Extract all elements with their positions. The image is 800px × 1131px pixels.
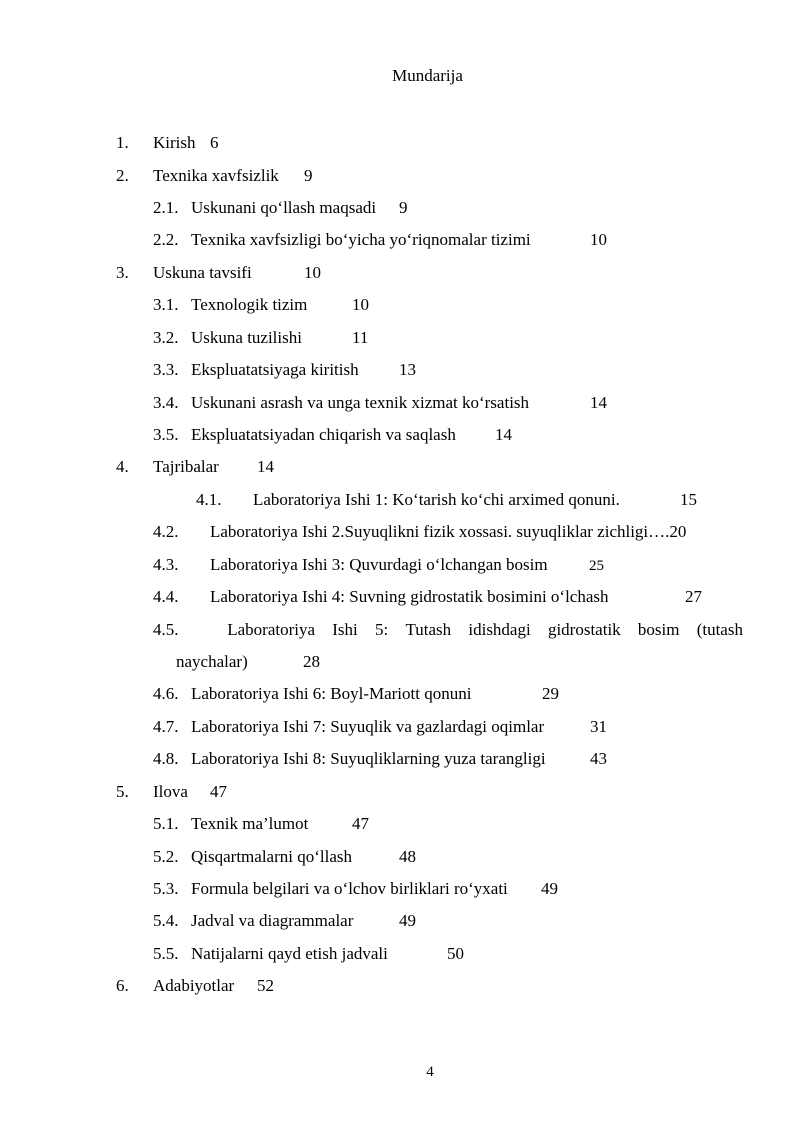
toc-number: 3.	[116, 263, 129, 282]
toc-page: 31	[590, 717, 607, 736]
toc-page: 25	[589, 558, 604, 574]
toc-number: 3.5.	[153, 425, 179, 444]
toc-text: Adabiyotlar	[153, 976, 235, 995]
toc-page: 9	[399, 198, 408, 217]
toc-page: 9	[304, 166, 313, 185]
toc-word: Tutash	[405, 620, 452, 639]
toc-text: Uskuna tavsifi	[153, 263, 252, 282]
toc-text: Texnika xavfsizligi bo‘yicha yo‘riqnomalar tizimi	[191, 230, 531, 249]
toc-number: 1.	[116, 133, 129, 152]
toc-text: naychalar)	[176, 652, 248, 671]
toc-page: 49	[399, 911, 416, 930]
toc-text: Ilova	[153, 782, 188, 801]
toc-page: 43	[590, 749, 607, 768]
toc-page: 13	[399, 360, 416, 379]
toc-number: 5.4.	[153, 911, 179, 930]
toc-number: 4.6.	[153, 684, 179, 703]
toc-text: Texnika xavfsizlik	[153, 166, 279, 185]
toc-text: Uskunani asrash va unga texnik xizmat ko‘rsatish	[191, 393, 530, 412]
toc-number: 4.3.	[153, 555, 179, 574]
toc-number: 4.8.	[153, 749, 179, 768]
toc-text: Laboratoriya Ishi 4: Suvning gidrostatik bosimini o‘lchash	[210, 587, 609, 606]
toc-number: 3.2.	[153, 328, 179, 347]
toc-text: Laboratoriya Ishi 2.Suyuqlikni fizik xossasi. suyuqliklar zichligi….20	[210, 522, 687, 541]
toc-number: 5.2.	[153, 847, 179, 866]
page-title: Mundarija	[392, 66, 463, 85]
toc-number: 4.2.	[153, 522, 179, 541]
toc-page: 10	[304, 263, 321, 282]
toc-page: 11	[352, 328, 369, 347]
toc-text: Natijalarni qayd etish jadvali	[191, 944, 388, 963]
toc-word: gidrostatik	[547, 620, 621, 639]
toc-text: Uskunani qo‘llash maqsadi	[191, 198, 377, 217]
toc-page: 48	[399, 847, 416, 866]
toc-number: 3.4.	[153, 393, 179, 412]
toc-text: Laboratoriya Ishi 8: Suyuqliklarning yuza tarangligi	[191, 749, 546, 768]
toc-page: 14	[495, 425, 512, 444]
toc-page: 15	[680, 490, 697, 509]
toc-text: Kirish	[153, 133, 196, 152]
toc-page: 49	[541, 879, 558, 898]
toc-number: 6.	[116, 976, 129, 995]
toc-page: 10	[352, 295, 369, 314]
toc-word: Ishi	[332, 620, 358, 639]
toc-page: 28	[303, 652, 320, 671]
toc-number: 5.1.	[153, 814, 179, 833]
toc-page: 47	[210, 782, 227, 801]
toc-word: Laboratoriya	[227, 620, 316, 639]
toc-text: Laboratoriya Ishi 1: Ko‘tarish ko‘chi arximed qonuni.	[253, 490, 620, 509]
toc-number: 2.2.	[153, 230, 179, 249]
toc-text: Laboratoriya Ishi 6: Boyl-Mariott qonuni	[191, 684, 472, 703]
toc-page: 50	[447, 944, 464, 963]
toc-text: Laboratoriya Ishi 7: Suyuqlik va gazlardagi oqimlar	[191, 717, 545, 736]
toc-page: 6	[210, 133, 219, 152]
toc-number: 2.1.	[153, 198, 179, 217]
toc-text: Uskuna tuzilishi	[191, 328, 302, 347]
toc-number: 4.4.	[153, 587, 179, 606]
toc-text: Qisqartmalarni qo‘llash	[191, 847, 352, 866]
toc-number: 3.1.	[153, 295, 179, 314]
toc-page: 14	[590, 393, 607, 412]
toc-page: 47	[352, 814, 369, 833]
toc-text: Texnik ma’lumot	[191, 814, 309, 833]
page-number: 4	[426, 1064, 434, 1080]
toc-number: 5.3.	[153, 879, 179, 898]
toc-page: 29	[542, 684, 559, 703]
toc-word: idishdagi	[468, 620, 531, 639]
toc-number: 2.	[116, 166, 129, 185]
toc-text: Laboratoriya Ishi 3: Quvurdagi o‘lchangan bosim	[210, 555, 548, 574]
toc-number: 5.	[116, 782, 129, 801]
toc-number: 4.	[116, 457, 129, 476]
toc-number: 4.5.	[153, 620, 179, 639]
toc-entry-justified	[153, 619, 743, 641]
toc-number: 4.7.	[153, 717, 179, 736]
toc-word: 5:	[375, 620, 389, 639]
toc-text: Ekspluatatsiyaga kiritish	[191, 360, 359, 379]
toc-text: Texnologik tizim	[191, 295, 308, 314]
toc-text: Ekspluatatsiyadan chiqarish va saqlash	[191, 425, 456, 444]
toc-page: 14	[257, 457, 274, 476]
toc-number: 5.5.	[153, 944, 179, 963]
toc-number: 4.1.	[196, 490, 222, 509]
toc-page: 10	[590, 230, 607, 249]
toc-word: (tutash	[696, 620, 743, 639]
toc-text: Tajribalar	[153, 457, 219, 476]
toc-number: 3.3.	[153, 360, 179, 379]
toc-page: 52	[257, 976, 274, 995]
toc-text: Jadval va diagrammalar	[191, 911, 354, 930]
toc-page: 27	[685, 587, 702, 606]
toc-word: bosim	[637, 620, 680, 639]
toc-text: Formula belgilari va o‘lchov birliklari ro‘yxati	[191, 879, 508, 898]
